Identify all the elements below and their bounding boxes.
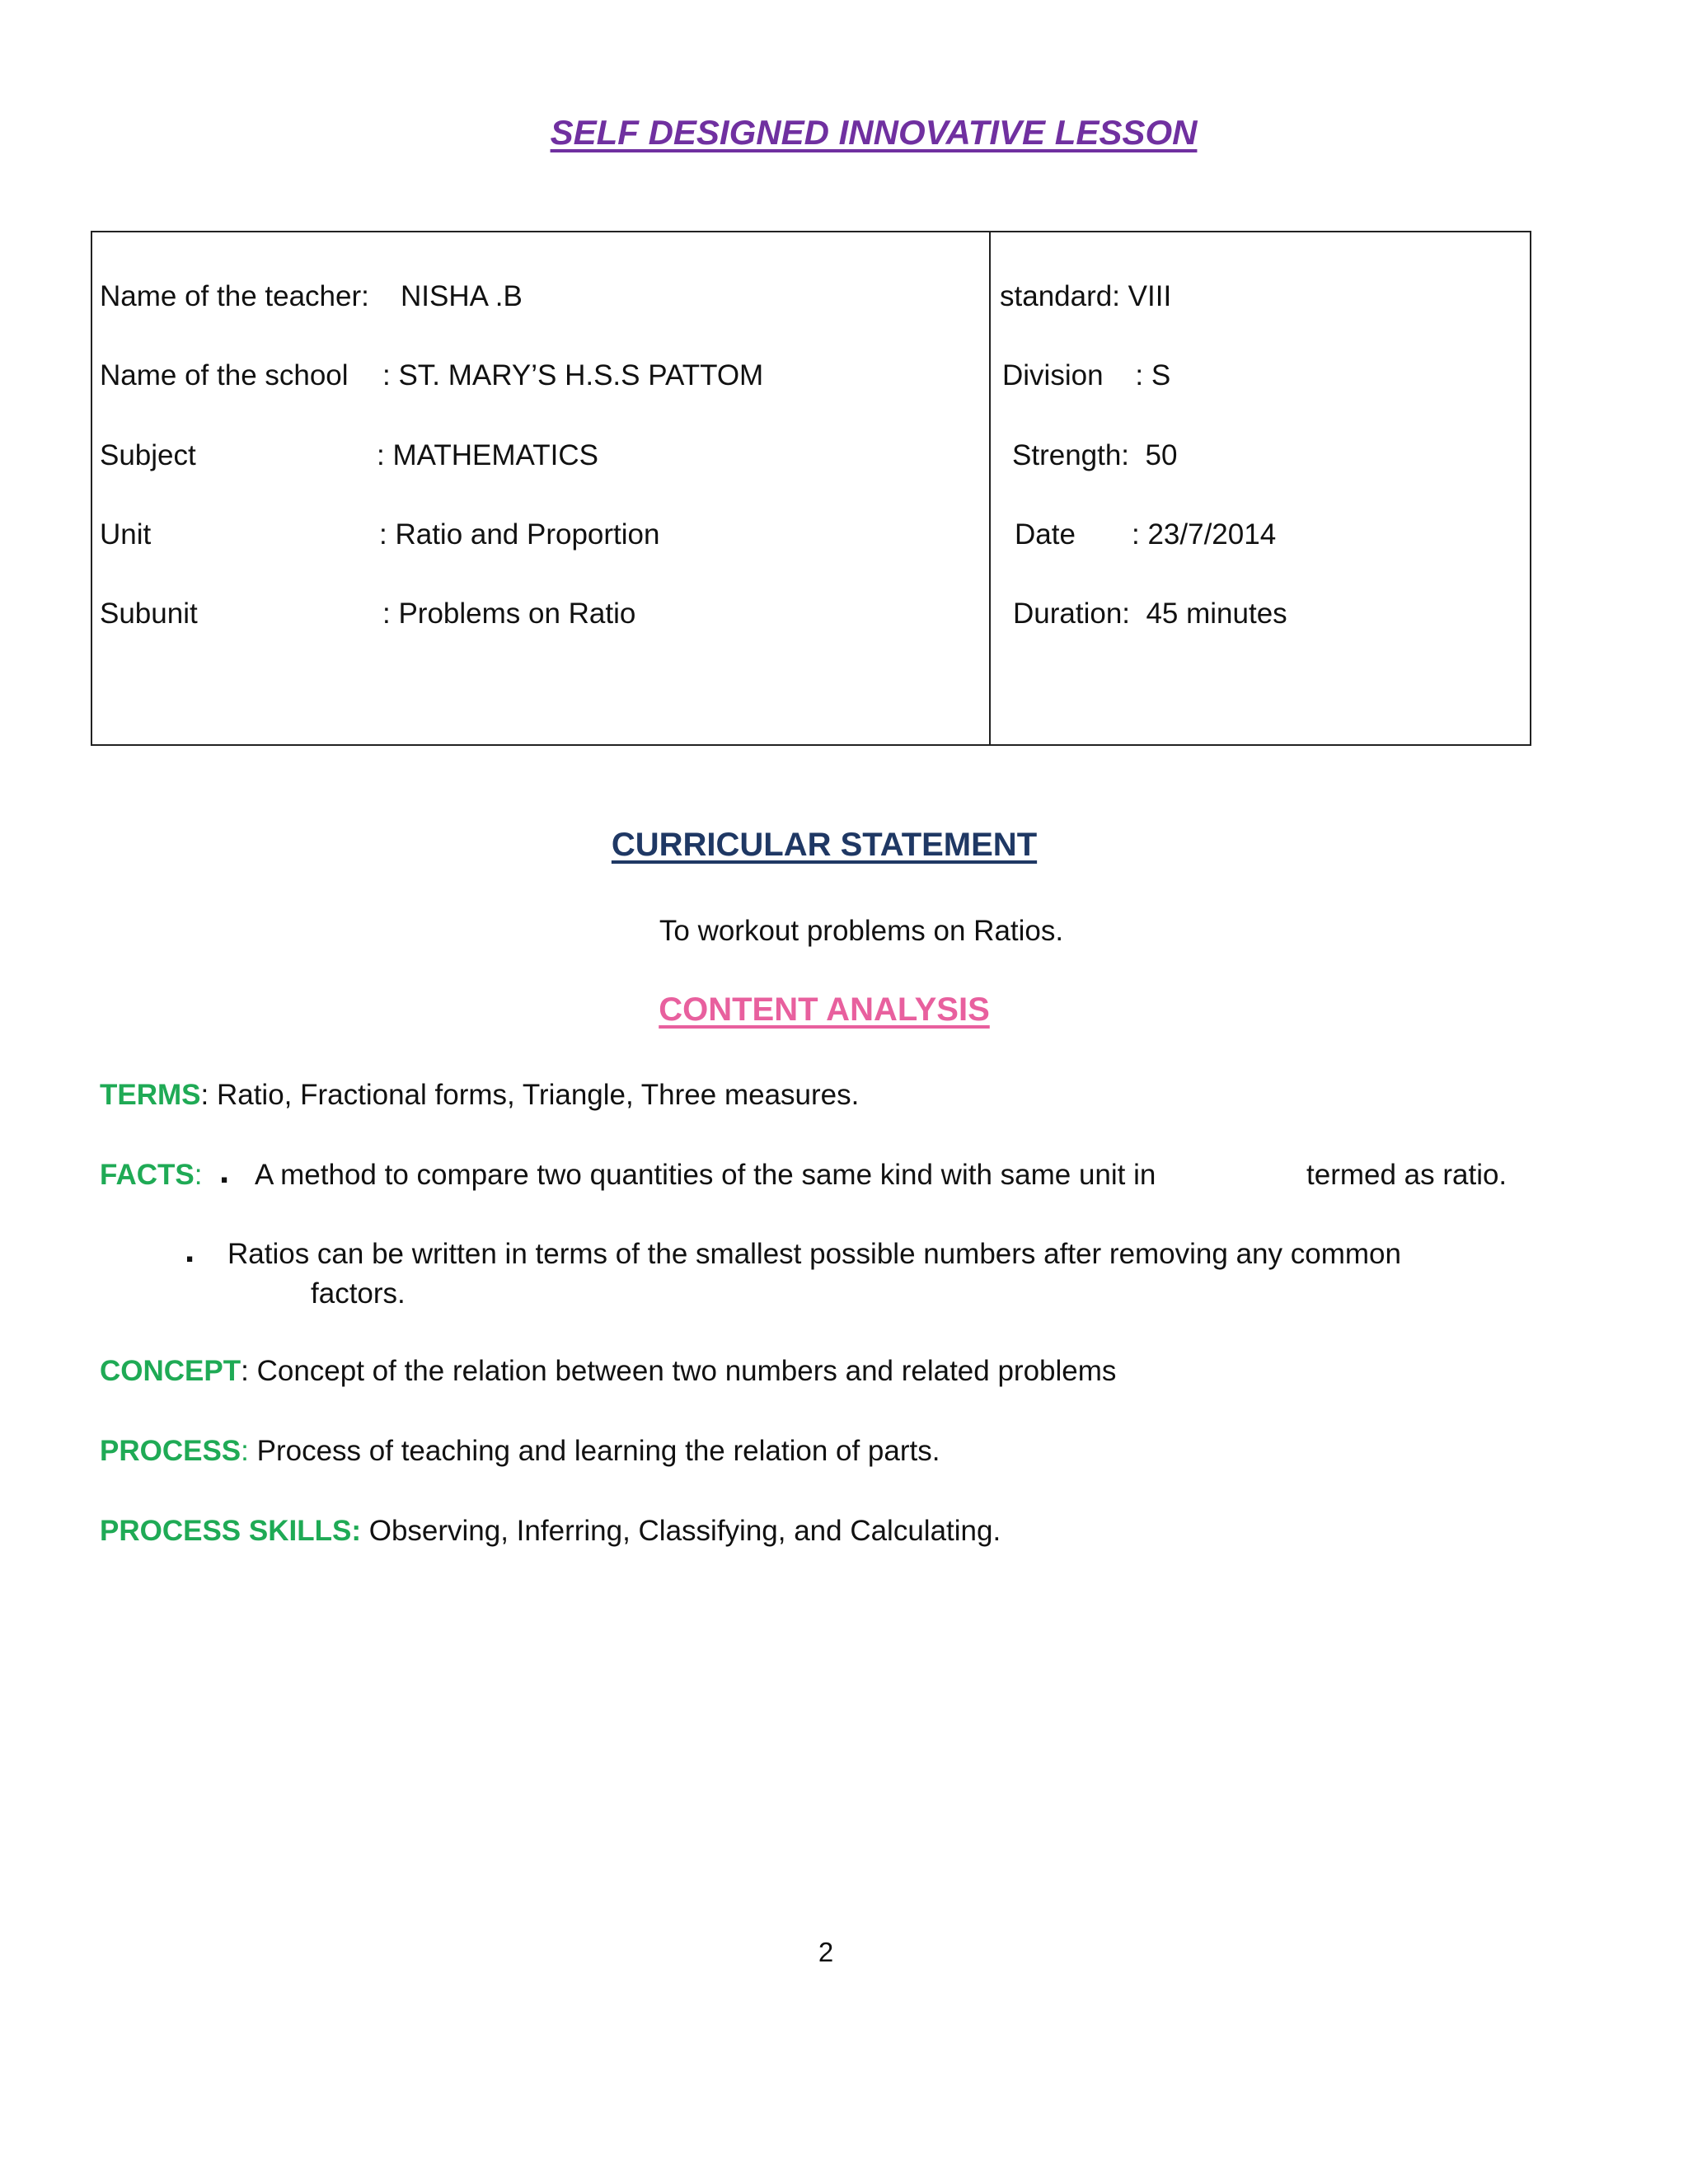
strength-field: Strength: 50: [1012, 439, 1178, 471]
school-value: : ST. MARY’S H.S.S PATTOM: [382, 359, 764, 391]
facts-line: [100, 1159, 202, 1192]
fact-1-text: A method to compare two quantities of the same kind with same unit in: [255, 1159, 1156, 1191]
process-separator: :: [241, 1435, 249, 1467]
teacher-label: Name of the teacher:: [100, 280, 369, 312]
duration-field: Duration: 45 minutes: [1013, 598, 1287, 630]
process-skills-line: [100, 1515, 1001, 1548]
terms-separator: :: [200, 1079, 209, 1111]
facts-label: FACTS: [100, 1159, 195, 1191]
fact-2-continuation: factors.: [311, 1277, 406, 1310]
curricular-heading: CURRICULAR STATEMENT: [611, 827, 1038, 863]
concept-line: [100, 1355, 1116, 1388]
bullet-icon: .: [185, 1230, 195, 1270]
bullet-icon: .: [219, 1151, 230, 1191]
process-text: Process of teaching and learning the relation of parts.: [256, 1435, 940, 1467]
teacher-value: NISHA .B: [401, 280, 523, 312]
process-skills-text: Observing, Inferring, Classifying, and Calculating.: [368, 1515, 1001, 1547]
subject-value: : MATHEMATICS: [377, 439, 598, 471]
page-number: 2: [818, 1937, 834, 1967]
terms-label: TERMS: [100, 1079, 201, 1111]
page-title: SELF DESIGNED INNOVATIVE LESSON: [550, 113, 1198, 152]
concept-text: : Concept of the relation between two numbers and related problems: [241, 1355, 1117, 1387]
date-field: Date : 23/7/2014: [1015, 518, 1277, 551]
fact-2-text: Ratios can be written in terms of the smallest possible numbers after removing any common: [227, 1238, 1401, 1270]
fact-1-continuation: termed as ratio.: [1306, 1159, 1507, 1191]
subunit-label: Subunit: [100, 598, 198, 630]
curricular-text: To workout problems on Ratios.: [659, 915, 1064, 947]
subunit-value: : Problems on Ratio: [382, 598, 636, 630]
unit-label: Unit: [100, 518, 152, 551]
unit-value: : Ratio and Proportion: [379, 518, 660, 551]
process-line: [100, 1435, 940, 1468]
standard-field: standard: VIII: [1000, 280, 1172, 312]
division-field: Division : S: [1002, 359, 1171, 391]
content-analysis-heading: CONTENT ANALYSIS: [659, 991, 990, 1028]
subject-label: Subject: [100, 439, 196, 471]
terms-text: Ratio, Fractional forms, Triangle, Three measures.: [216, 1079, 860, 1111]
facts-separator: :: [194, 1159, 203, 1191]
school-label: Name of the school: [100, 359, 349, 391]
terms-line: [100, 1079, 859, 1112]
process-skills-label: PROCESS SKILLS:: [100, 1515, 361, 1547]
process-label: PROCESS: [100, 1435, 241, 1467]
concept-label: CONCEPT: [100, 1355, 241, 1387]
table-divider: [989, 232, 991, 744]
